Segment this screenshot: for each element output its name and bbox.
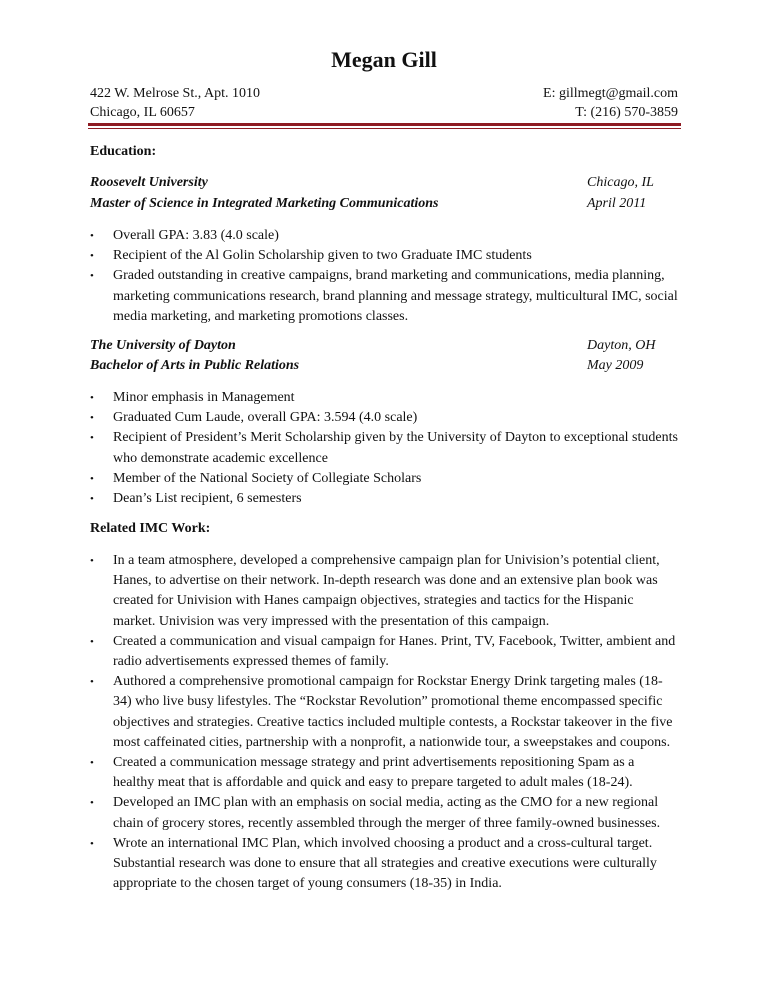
address-block bbox=[90, 84, 260, 122]
school-name-roosevelt: Roosevelt University bbox=[90, 175, 208, 190]
list-item: • Overall GPA: 3.83 (4.0 scale) bbox=[0, 226, 678, 246]
list-item: • Recipient of the Al Golin Scholarship given to two Graduate IMC students bbox=[0, 246, 678, 266]
education-heading: Education: bbox=[90, 144, 157, 159]
list-item: • Authored a comprehensive promotional campaign for Rockstar Energy Drink targeting males (18-34) who live busy lifestyles. The “Rockstar Revolution” promotional theme encompassed specific objectives and strategies. Creative tactics included multiple contests, a Rockstar takeover in the five most caffeinated cities, partnership with a nonprofit, a nationwide tour, a sweepstakes and coupons. bbox=[0, 672, 678, 753]
list-item: • Dean’s List recipient, 6 semesters bbox=[0, 489, 678, 509]
work-bullet-list bbox=[0, 551, 678, 894]
address-line-2: Chicago, IL 60657 bbox=[90, 105, 195, 120]
roosevelt-bullet-list bbox=[0, 226, 678, 327]
school-name-dayton: The University of Dayton bbox=[90, 338, 236, 353]
list-item: • Graduated Cum Laude, overall GPA: 3.594 (4.0 scale) bbox=[0, 408, 678, 428]
list-item: • Member of the National Society of Collegiate Scholars bbox=[0, 469, 678, 489]
list-item: • Minor emphasis in Management bbox=[0, 388, 678, 408]
location-dayton: Dayton, OH bbox=[587, 338, 656, 353]
header-rule-thin bbox=[88, 128, 681, 129]
date-roosevelt: April 2011 bbox=[587, 196, 647, 211]
list-item: • Developed an IMC plan with an emphasis on social media, acting as the CMO for a new regional chain of grocery stores, recently assembled through the merger of three family-owned businesses. bbox=[0, 793, 678, 833]
list-item: • Created a communication and visual campaign for Hanes. Print, TV, Facebook, Twitter, ambient and radio advertisements expressed themes of family. bbox=[0, 632, 678, 672]
work-heading: Related IMC Work: bbox=[90, 521, 211, 536]
dayton-bullet-list bbox=[0, 388, 678, 509]
list-item: • Graded outstanding in creative campaigns, brand marketing and communications, media planning, marketing communications research, brand planning and message strategy, multicultural IMC, social media marketing, and marketing promotions classes. bbox=[0, 266, 678, 327]
header-rule-thick bbox=[88, 123, 681, 126]
date-dayton: May 2009 bbox=[587, 358, 644, 373]
list-item: • Wrote an international IMC Plan, which involved choosing a product and a cross-cultural target. Substantial research was done to ensure that all strategies and creative executions were culturally appropriate to the chosen target of young consumers (18-35) in India. bbox=[0, 834, 678, 895]
address-line-1: 422 W. Melrose St., Apt. 1010 bbox=[90, 86, 260, 101]
list-item: • Created a communication message strategy and print advertisements repositioning Spam as a healthy meat that is affordable and quick and easy to prepare targeted to adult males (18-24). bbox=[0, 753, 678, 793]
phone-text: T: (216) 570-3859 bbox=[575, 105, 678, 120]
degree-roosevelt: Master of Science in Integrated Marketing Communications bbox=[90, 196, 439, 211]
candidate-name: Megan Gill bbox=[331, 47, 437, 72]
list-item: • Recipient of President’s Merit Scholarship given by the University of Dayton to exceptional students who demonstrate academic excellence bbox=[0, 428, 678, 468]
degree-dayton: Bachelor of Arts in Public Relations bbox=[90, 358, 300, 373]
email-text: E: gillmegt@gmail.com bbox=[543, 86, 678, 101]
contact-block bbox=[543, 84, 678, 122]
list-item: • In a team atmosphere, developed a comprehensive campaign plan for Univision’s potential client, Hanes, to advertise on their network. In-depth research was done and an extensive plan book was created for Univision with Hanes campaign objectives, strategies and tactics for the Hispanic market. Univision was very impressed with the presentation of this campaign. bbox=[0, 551, 678, 632]
location-roosevelt: Chicago, IL bbox=[587, 175, 654, 190]
